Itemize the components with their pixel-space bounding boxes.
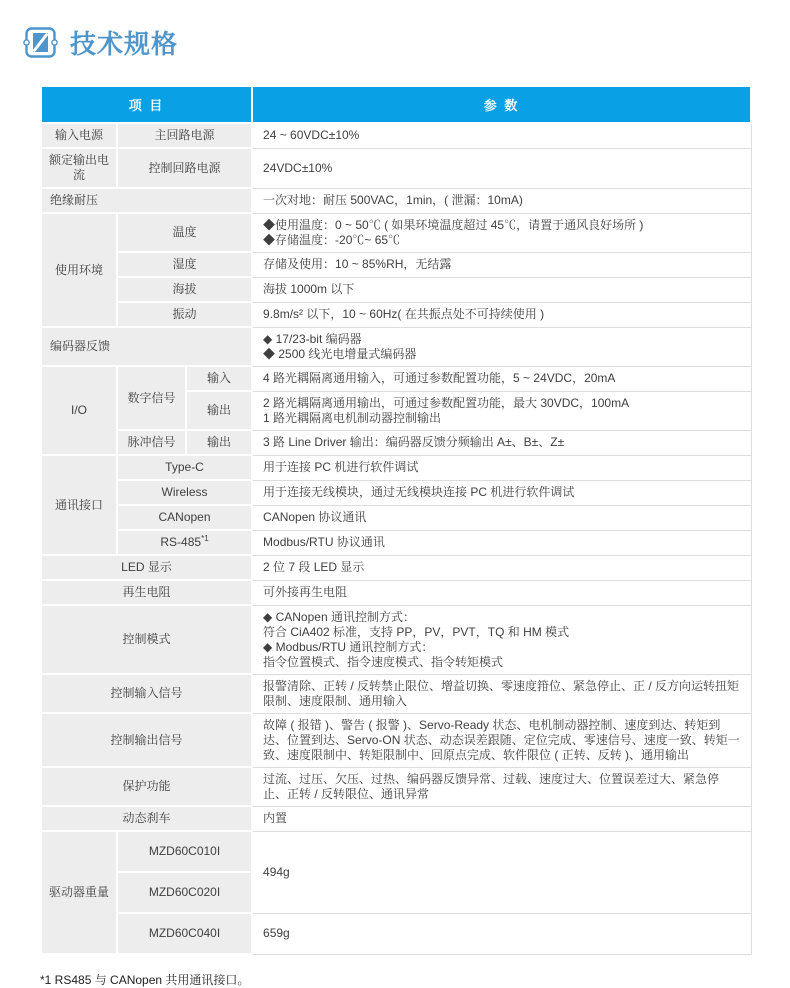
table-row	[41, 913, 751, 954]
table-row	[41, 767, 751, 806]
spec-table	[40, 85, 752, 955]
control-circuit-power-label: 控制回路电源	[117, 148, 252, 188]
comm-interface-label: 通讯接口	[41, 455, 117, 555]
pulse-signal-label: 脉冲信号	[117, 430, 186, 455]
control-circuit-power-value: 24VDC±10%	[252, 148, 751, 188]
insulation-value: 一次对地：耐压 500VAC，1min，( 泄漏：10mA)	[252, 188, 751, 213]
control-output-value: 故障 ( 报错 )、警告 ( 报警 )、Servo-Ready 状态、电机制动器控制、速度到达、转矩到达、位置到达、Servo-ON 状态、动态误差跟随、定位完成、零速信号、速度一致、转矩一致、速度限制中、转矩限制中、回原点完成、软件限位 ( 正转、反转 )、通用输出	[252, 713, 751, 767]
insulation-label: 绝缘耐压	[41, 188, 252, 213]
param-line: 指令位置模式、指令速度模式、指令转矩模式	[263, 654, 504, 669]
digital-signal-label: 数字信号	[117, 366, 186, 430]
param-line: 2 路光耦隔离通用输出，可通过参数配置功能，最大 30VDC，100mA	[263, 395, 630, 410]
main-circuit-power-value: 24 ~ 60VDC±10%	[252, 123, 751, 148]
digital-input-value: 4 路光耦隔离通用输入，可通过参数配置功能，5 ~ 24VDC，20mA	[252, 366, 751, 391]
control-input-value: 报警清除、正转 / 反转禁止限位、增益切换、零速度箝位、紧急停止、正 / 反方向运转扭矩限制、速度限制、通用输入	[252, 674, 751, 713]
rs485-label-text: RS-485	[160, 535, 202, 549]
regen-resistor-label: 再生电阻	[41, 580, 252, 605]
param-line: 符合 CiA402 标准，支持 PP，PV，PVT，TQ 和 HM 模式	[263, 624, 570, 639]
table-row	[41, 831, 751, 872]
spec-section-icon	[23, 25, 58, 60]
page-header	[0, 0, 790, 61]
param-line: ◆存储温度：-20℃~ 65℃	[263, 232, 401, 247]
rs485-footnote-ref: *1	[201, 534, 209, 543]
temperature-label: 温度	[117, 213, 252, 252]
led-display-value: 2 位 7 段 LED 显示	[252, 555, 751, 580]
dynamic-brake-label: 动态刹车	[41, 806, 252, 831]
table-row	[41, 327, 751, 366]
param-line: ◆ CANopen 通讯控制方式：	[263, 609, 415, 624]
table-row	[41, 580, 751, 605]
control-mode-label: 控制模式	[41, 605, 252, 674]
type-c-label: Type-C	[117, 455, 252, 480]
table-row	[41, 530, 751, 555]
digital-output-value	[252, 391, 751, 430]
table-row	[41, 148, 751, 188]
digital-input-label: 输入	[186, 366, 252, 391]
table-row	[41, 302, 751, 327]
model-mzd60c040i: MZD60C040I	[117, 913, 252, 954]
humidity-label: 湿度	[117, 252, 252, 277]
main-circuit-power-label: 主回路电源	[117, 123, 252, 148]
param-line: ◆ 17/23-bit 编码器	[263, 331, 362, 346]
rs485-label	[117, 530, 252, 555]
canopen-label: CANopen	[117, 505, 252, 530]
column-header-param: 参 数	[252, 86, 751, 123]
table-header-row	[41, 86, 751, 123]
rs485-value: Modbus/RTU 协议通讯	[252, 530, 751, 555]
control-input-label: 控制输入信号	[41, 674, 252, 713]
driver-weight-label: 驱动器重量	[41, 831, 117, 954]
wireless-value: 用于连接无线模块，通过无线模块连接 PC 机进行软件调试	[252, 480, 751, 505]
regen-resistor-value: 可外接再生电阻	[252, 580, 751, 605]
control-output-label: 控制输出信号	[41, 713, 252, 767]
io-label: I/O	[41, 366, 117, 455]
weight-value-010-020: 494g	[252, 831, 751, 913]
table-row	[41, 252, 751, 277]
table-row	[41, 806, 751, 831]
table-row	[41, 480, 751, 505]
page-title: 技术规格	[70, 29, 179, 59]
weight-value-040: 659g	[252, 913, 751, 954]
table-row	[41, 213, 751, 252]
table-row	[41, 430, 751, 455]
temperature-value	[252, 213, 751, 252]
encoder-feedback-value	[252, 327, 751, 366]
table-row	[41, 555, 751, 580]
encoder-feedback-label: 编码器反馈	[41, 327, 252, 366]
environment-label: 使用环境	[41, 213, 117, 327]
vibration-label: 振动	[117, 302, 252, 327]
type-c-value: 用于连接 PC 机进行软件调试	[252, 455, 751, 480]
table-row	[41, 188, 751, 213]
table-row	[41, 455, 751, 480]
table-row	[41, 123, 751, 148]
table-row	[41, 605, 751, 674]
param-line: 1 路光耦隔离电机制动器控制输出	[263, 410, 442, 425]
param-line: ◆使用温度：0 ~ 50℃ ( 如果环境温度超过 45℃，请置于通风良好场所 )	[263, 217, 644, 232]
wireless-label: Wireless	[117, 480, 252, 505]
humidity-value: 存储及使用：10 ~ 85%RH，无结露	[252, 252, 751, 277]
protection-value: 过流、过压、欠压、过热、编码器反馈异常、过载、速度过大、位置误差过大、紧急停止、正转 / 反转限位、通讯异常	[252, 767, 751, 806]
input-power-label: 输入电源	[41, 123, 117, 148]
table-row	[41, 366, 751, 391]
table-row	[41, 713, 751, 767]
vibration-value: 9.8m/s² 以下，10 ~ 60Hz( 在共振点处不可持续使用 )	[252, 302, 751, 327]
footnote: *1 RS485 与 CANopen 共用通讯接口。	[40, 973, 250, 987]
param-line: ◆ Modbus/RTU 通讯控制方式：	[263, 639, 434, 654]
altitude-label: 海拔	[117, 277, 252, 302]
column-header-item: 项 目	[41, 86, 252, 123]
canopen-value: CANopen 协议通讯	[252, 505, 751, 530]
led-display-label: LED 显示	[41, 555, 252, 580]
digital-output-label: 输出	[186, 391, 252, 430]
table-row	[41, 277, 751, 302]
protection-label: 保护功能	[41, 767, 252, 806]
model-mzd60c020i: MZD60C020I	[117, 872, 252, 913]
pulse-output-label: 输出	[186, 430, 252, 455]
table-row	[41, 674, 751, 713]
model-mzd60c010i: MZD60C010I	[117, 831, 252, 872]
table-row	[41, 505, 751, 530]
pulse-output-value: 3 路 Line Driver 输出：编码器反馈分频输出 A±、B±、Z±	[252, 430, 751, 455]
control-mode-value	[252, 605, 751, 674]
param-line: ◆ 2500 线光电增量式编码器	[263, 346, 417, 361]
dynamic-brake-value: 内置	[252, 806, 751, 831]
rated-output-current-label: 额定输出电流	[41, 148, 117, 188]
altitude-value: 海拔 1000m 以下	[252, 277, 751, 302]
